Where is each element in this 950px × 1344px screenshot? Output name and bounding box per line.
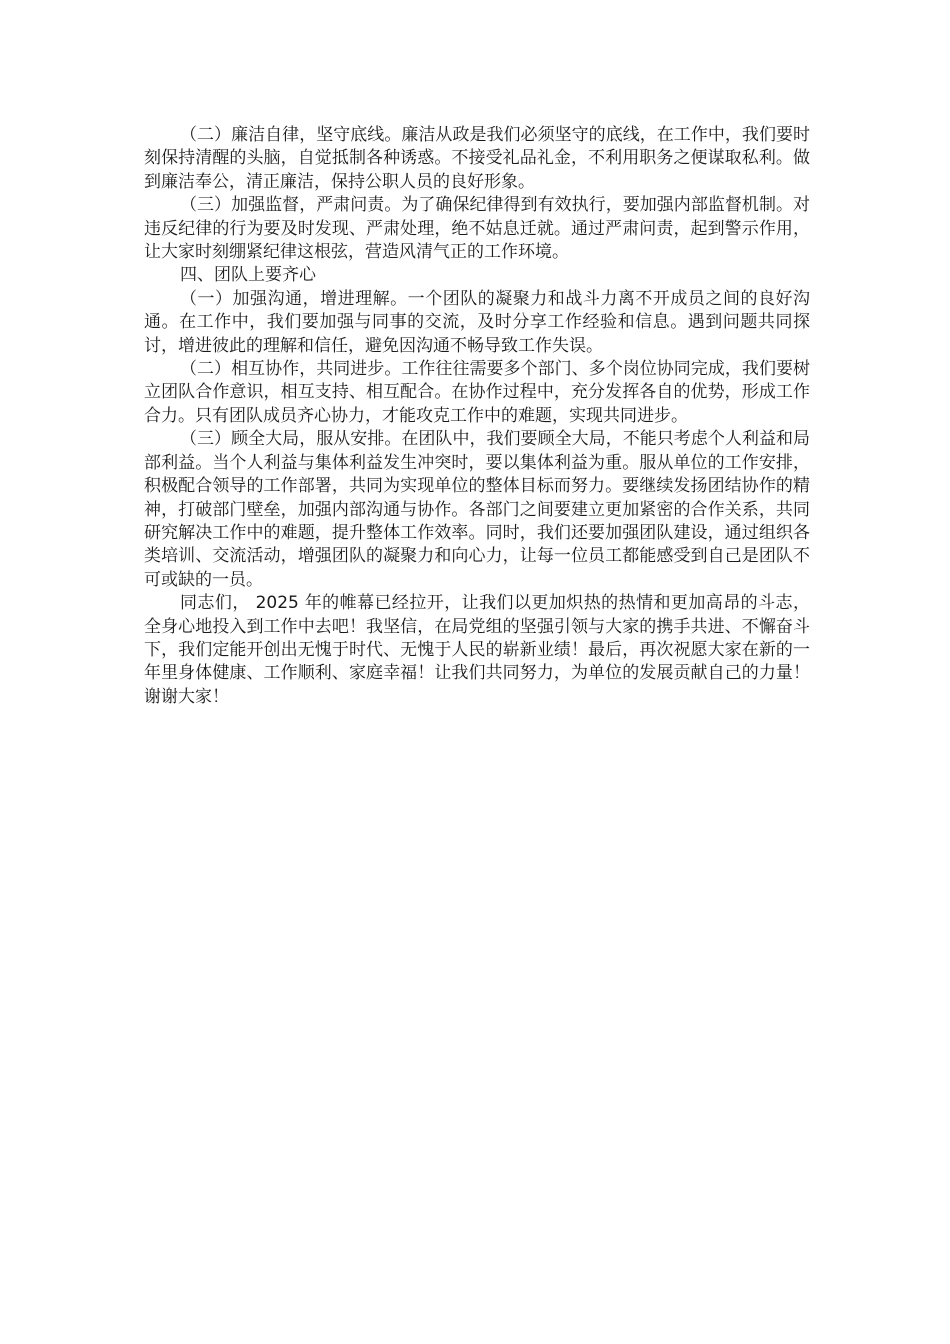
paragraph-communication: （一）加强沟通，增进理解。一个团队的凝聚力和战斗力离不开成员之间的良好沟通。在工作中，我们要加强与同事的交流，及时分享工作经验和信息。遇到问题共同探讨，增进彼此的理解和信任，避免因沟通不畅导致工作失误。	[144, 288, 810, 356]
paragraph-cooperation: （二）相互协作，共同进步。工作往往需要多个部门、多个岗位协同完成，我们要树立团队合作意识，相互支持、相互配合。在协作过程中，充分发挥各自的优势，形成工作合力。只有团队成员齐心协力，才能攻克工作中的难题，实现共同进步。	[144, 359, 810, 426]
paragraph-overall-situation: （三）顾全大局，服从安排。在团队中，我们要顾全大局，不能只考虑个人利益和局部利益。当个人利益与集体利益发生冲突时，要以集体利益为重。服从单位的工作安排，积极配合领导的工作部署，共同为实现单位的整体目标而努力。要继续发扬团结协作的精神，打破部门壁垒，加强内部沟通与协作。各部门之间要建立更加紧密的合作关系，共同研究解决工作中的难题，提升整体工作效率。同时，我们还要加强团队建设，通过组织各类培训、交流活动，增强团队的凝聚力和向心力，让每一位员工都能感受到自己是团队不可或缺的一员。	[144, 429, 810, 590]
paragraph-integrity: （二）廉洁自律，坚守底线。廉洁从政是我们必须坚守的底线，在工作中，我们要时刻保持清醒的头脑，自觉抵制各种诱惑。不接受礼品礼金，不利用职务之便谋取私利。做到廉洁奉公，清正廉洁，保持公职人员的良好形象。	[144, 125, 810, 192]
paragraph-closing: 同志们， 2025 年的帷幕已经拉开，让我们以更加炽热的热情和更加高昂的斗志，全身心地投入到工作中去吧！我坚信，在局党组的坚强引领与大家的携手共进、不懈奋斗下，我们定能开创出无愧于时代、无愧于人民的崭新业绩！最后，再次祝愿大家在新的一年里身体健康、工作顺利、家庭幸福！让我们共同努力，为单位的发展贡献自己的力量！谢谢大家！	[144, 593, 810, 707]
paragraph-supervision: （三）加强监督，严肃问责。为了确保纪律得到有效执行，要加强内部监督机制。对违反纪律的行为要及时发现、严肃处理，绝不姑息迁就。通过严肃问责，起到警示作用，让大家时刻绷紧纪律这根弦，营造风清气正的工作环境。	[144, 195, 810, 263]
section-heading-team: 四、团队上要齐心	[180, 265, 316, 286]
document-page	[144, 124, 810, 709]
